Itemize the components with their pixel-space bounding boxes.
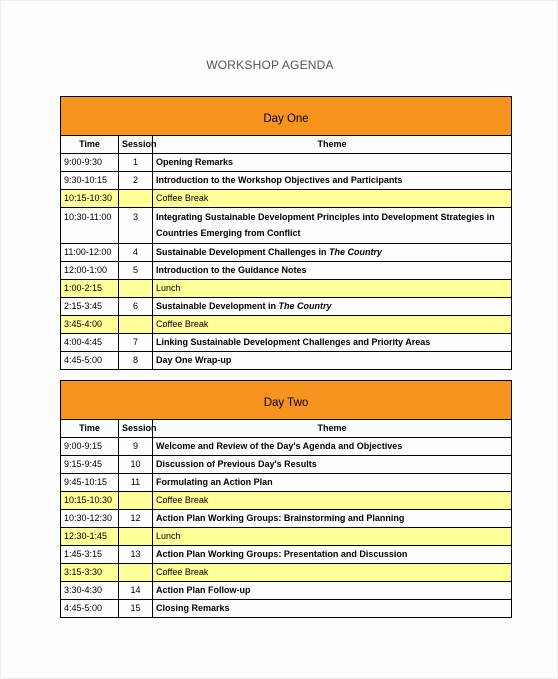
theme-cell: Introduction to the Workshop Objectives and Participants bbox=[153, 172, 512, 190]
theme-emphasis: The Country bbox=[329, 247, 383, 257]
session-cell: 7 bbox=[119, 334, 153, 352]
theme-cell: Formulating an Action Plan bbox=[153, 474, 512, 492]
break-row bbox=[61, 190, 512, 208]
day-two-table bbox=[60, 380, 512, 618]
session-cell bbox=[119, 316, 153, 334]
session-header: Session bbox=[119, 420, 153, 438]
session-cell: 1 bbox=[119, 154, 153, 172]
time-cell: 9:00-9:30 bbox=[61, 154, 119, 172]
time-cell: 3:45-4:00 bbox=[61, 316, 119, 334]
day-title: Day Two bbox=[61, 381, 512, 420]
agenda-row bbox=[61, 298, 512, 316]
day-rows bbox=[61, 438, 512, 618]
time-cell: 3:15-3:30 bbox=[61, 564, 119, 582]
agenda-row bbox=[61, 510, 512, 528]
theme-text: Sustainable Development in bbox=[156, 301, 279, 311]
day-title: Day One bbox=[61, 97, 512, 136]
agenda-row bbox=[61, 154, 512, 172]
agenda-row bbox=[61, 244, 512, 262]
theme-cell: Coffee Break bbox=[153, 316, 512, 334]
time-cell: 2:15-3:45 bbox=[61, 298, 119, 316]
theme-text: Sustainable Development Challenges in bbox=[156, 247, 330, 257]
time-cell: 1:00-2:15 bbox=[61, 280, 119, 298]
theme-cell: Coffee Break bbox=[153, 190, 512, 208]
session-cell: 5 bbox=[119, 262, 153, 280]
time-cell: 9:15-9:45 bbox=[61, 456, 119, 474]
theme-cell: Action Plan Working Groups: Brainstorming and Planning bbox=[153, 510, 512, 528]
theme-cell: Linking Sustainable Development Challenges and Priority Areas bbox=[153, 334, 512, 352]
day-one-table bbox=[60, 96, 512, 370]
theme-cell: Lunch bbox=[153, 280, 512, 298]
theme-header: Theme bbox=[153, 420, 512, 438]
time-cell: 10:15-10:30 bbox=[61, 190, 119, 208]
column-header-row bbox=[61, 420, 512, 438]
time-cell: 10:30-11:00 bbox=[61, 208, 119, 244]
time-cell: 4:45-5:00 bbox=[61, 600, 119, 618]
time-cell: 10:30-12:30 bbox=[61, 510, 119, 528]
column-header-row bbox=[61, 136, 512, 154]
session-cell: 9 bbox=[119, 438, 153, 456]
theme-emphasis: The Country bbox=[278, 301, 332, 311]
agenda-row bbox=[61, 600, 512, 618]
agenda-row bbox=[61, 474, 512, 492]
session-cell: 3 bbox=[119, 208, 153, 244]
session-cell: 12 bbox=[119, 510, 153, 528]
session-cell bbox=[119, 528, 153, 546]
agenda-row bbox=[61, 334, 512, 352]
time-cell: 9:30-10:15 bbox=[61, 172, 119, 190]
break-row bbox=[61, 492, 512, 510]
session-cell: 14 bbox=[119, 582, 153, 600]
session-cell: 4 bbox=[119, 244, 153, 262]
session-cell: 10 bbox=[119, 456, 153, 474]
session-cell: 8 bbox=[119, 352, 153, 370]
break-row bbox=[61, 316, 512, 334]
theme-cell bbox=[153, 298, 512, 316]
agenda-row bbox=[61, 582, 512, 600]
theme-cell: Integrating Sustainable Development Principles into Development Strategies in Countries Emerging from Conflict bbox=[153, 208, 512, 244]
agenda-row bbox=[61, 438, 512, 456]
agenda-row bbox=[61, 172, 512, 190]
theme-cell bbox=[153, 244, 512, 262]
theme-cell: Opening Remarks bbox=[153, 154, 512, 172]
time-cell: 11:00-12:00 bbox=[61, 244, 119, 262]
session-cell: 15 bbox=[119, 600, 153, 618]
time-cell: 9:00-9:15 bbox=[61, 438, 119, 456]
session-cell bbox=[119, 492, 153, 510]
day-rows bbox=[61, 154, 512, 370]
session-header: Session bbox=[119, 136, 153, 154]
document-title: WORKSHOP AGENDA bbox=[206, 58, 334, 72]
session-cell bbox=[119, 280, 153, 298]
time-cell: 3:30-4:30 bbox=[61, 582, 119, 600]
session-cell: 13 bbox=[119, 546, 153, 564]
theme-cell: Lunch bbox=[153, 528, 512, 546]
time-cell: 10:15-10:30 bbox=[61, 492, 119, 510]
theme-cell: Discussion of Previous Day's Results bbox=[153, 456, 512, 474]
time-cell: 9:45-10:15 bbox=[61, 474, 119, 492]
time-cell: 12:30-1:45 bbox=[61, 528, 119, 546]
theme-cell: Closing Remarks bbox=[153, 600, 512, 618]
day-header-row bbox=[61, 97, 512, 136]
time-header: Time bbox=[61, 136, 119, 154]
theme-header: Theme bbox=[153, 136, 512, 154]
time-cell: 4:45-5:00 bbox=[61, 352, 119, 370]
agenda-row bbox=[61, 456, 512, 474]
session-cell bbox=[119, 190, 153, 208]
time-cell: 12:00-1:00 bbox=[61, 262, 119, 280]
time-cell: 1:45-3:15 bbox=[61, 546, 119, 564]
theme-cell: Welcome and Review of the Day's Agenda and Objectives bbox=[153, 438, 512, 456]
session-cell: 11 bbox=[119, 474, 153, 492]
theme-cell: Coffee Break bbox=[153, 564, 512, 582]
time-header: Time bbox=[61, 420, 119, 438]
agenda-row bbox=[61, 262, 512, 280]
break-row bbox=[61, 528, 512, 546]
day-header-row bbox=[61, 381, 512, 420]
session-cell: 6 bbox=[119, 298, 153, 316]
break-row bbox=[61, 564, 512, 582]
agenda-row bbox=[61, 352, 512, 370]
agenda-row bbox=[61, 546, 512, 564]
theme-cell: Day One Wrap-up bbox=[153, 352, 512, 370]
theme-cell: Action Plan Follow-up bbox=[153, 582, 512, 600]
theme-cell: Action Plan Working Groups: Presentation and Discussion bbox=[153, 546, 512, 564]
session-cell: 2 bbox=[119, 172, 153, 190]
time-cell: 4:00-4:45 bbox=[61, 334, 119, 352]
session-cell bbox=[119, 564, 153, 582]
theme-cell: Coffee Break bbox=[153, 492, 512, 510]
break-row bbox=[61, 280, 512, 298]
agenda-row bbox=[61, 208, 512, 244]
theme-cell: Introduction to the Guidance Notes bbox=[153, 262, 512, 280]
